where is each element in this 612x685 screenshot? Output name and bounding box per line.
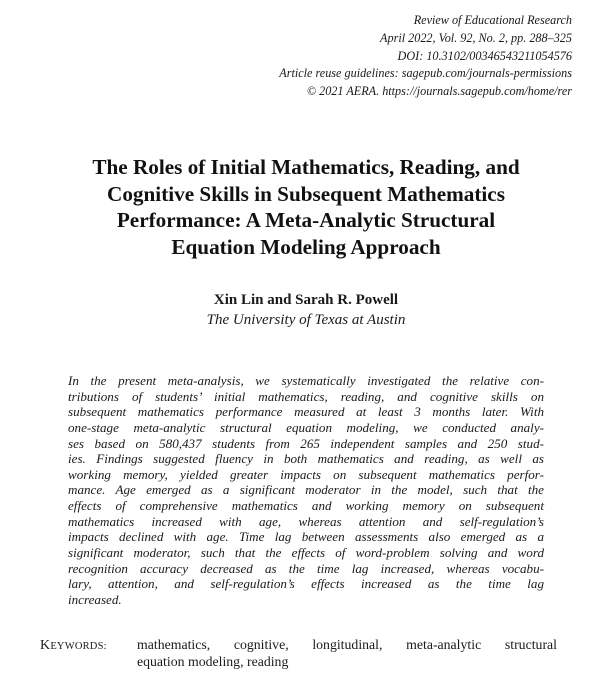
abstract-line: lary, attention, and self-regulation’s effects increased as the time lag <box>68 576 544 592</box>
abstract-line: impacts declined with age. Time lag between assessments also emerged as a <box>68 529 544 545</box>
title-line: Cognitive Skills in Subsequent Mathematics <box>107 181 505 206</box>
copyright: © 2021 AERA. https://journals.sagepub.com/home/rer <box>306 84 572 99</box>
abstract-line: subsequent mathematics performance measured at least 3 months later. With <box>68 404 544 420</box>
title-line: Equation Modeling Approach <box>171 234 441 259</box>
issue-info: April 2022, Vol. 92, No. 2, pp. 288–325 <box>380 30 572 45</box>
keywords <box>137 636 557 670</box>
abstract-line: ses based on 580,437 students from 265 independent samples and 250 stud- <box>68 435 544 451</box>
paper-title <box>20 154 592 260</box>
abstract-line: effects of comprehensive mathematics and working memory on subsequent <box>68 498 544 514</box>
affiliation: The University of Texas at Austin <box>206 312 406 328</box>
abstract-line: tributions of students’ initial mathematics, reading, and cognitive skills on <box>68 388 544 404</box>
abstract-line: recognition accuracy decreased as the time lag increased, whereas vocabu- <box>68 560 544 576</box>
doi: DOI: 10.3102/00346543211054576 <box>397 48 572 63</box>
reuse-guidelines: Article reuse guidelines: sagepub.com/journals-permissions <box>279 66 572 81</box>
abstract-line: working memory, yielded greater impacts on subsequent mathematics perfor- <box>68 466 544 482</box>
title-line: Performance: A Meta-Analytic Structural <box>116 208 496 232</box>
abstract-line: one-stage meta-analytic structural equation modeling, we conducted analy- <box>68 419 544 435</box>
abstract-line: ies. Findings suggested fluency in both mathematics and reading, as well as <box>68 451 544 467</box>
journal-name: Review of Educational Research <box>413 13 572 27</box>
keywords-label: KEYWORDS: <box>40 638 107 653</box>
abstract-line: mathematics increased with age, whereas attention and self-regulation’s <box>68 513 544 529</box>
journal-header <box>279 12 572 101</box>
title-line: The Roles of Initial Mathematics, Reading, and <box>92 155 520 179</box>
abstract-line: In the present meta-analysis, we systematically investigated the relative con- <box>68 373 544 388</box>
abstract-line: mance. Age emerged as a significant moderator in the model, such that the <box>68 482 544 498</box>
keywords-line: mathematics, cognitive, longitudinal, meta-analytic structural <box>137 637 557 652</box>
authors: Xin Lin and Sarah R. Powell <box>213 292 399 308</box>
abstract-line: increased. <box>68 591 122 607</box>
keywords-line: equation modeling, reading <box>137 654 289 669</box>
abstract-line: significant moderator, such that the effects of word-problem solving and word <box>68 545 544 561</box>
abstract <box>68 373 544 608</box>
